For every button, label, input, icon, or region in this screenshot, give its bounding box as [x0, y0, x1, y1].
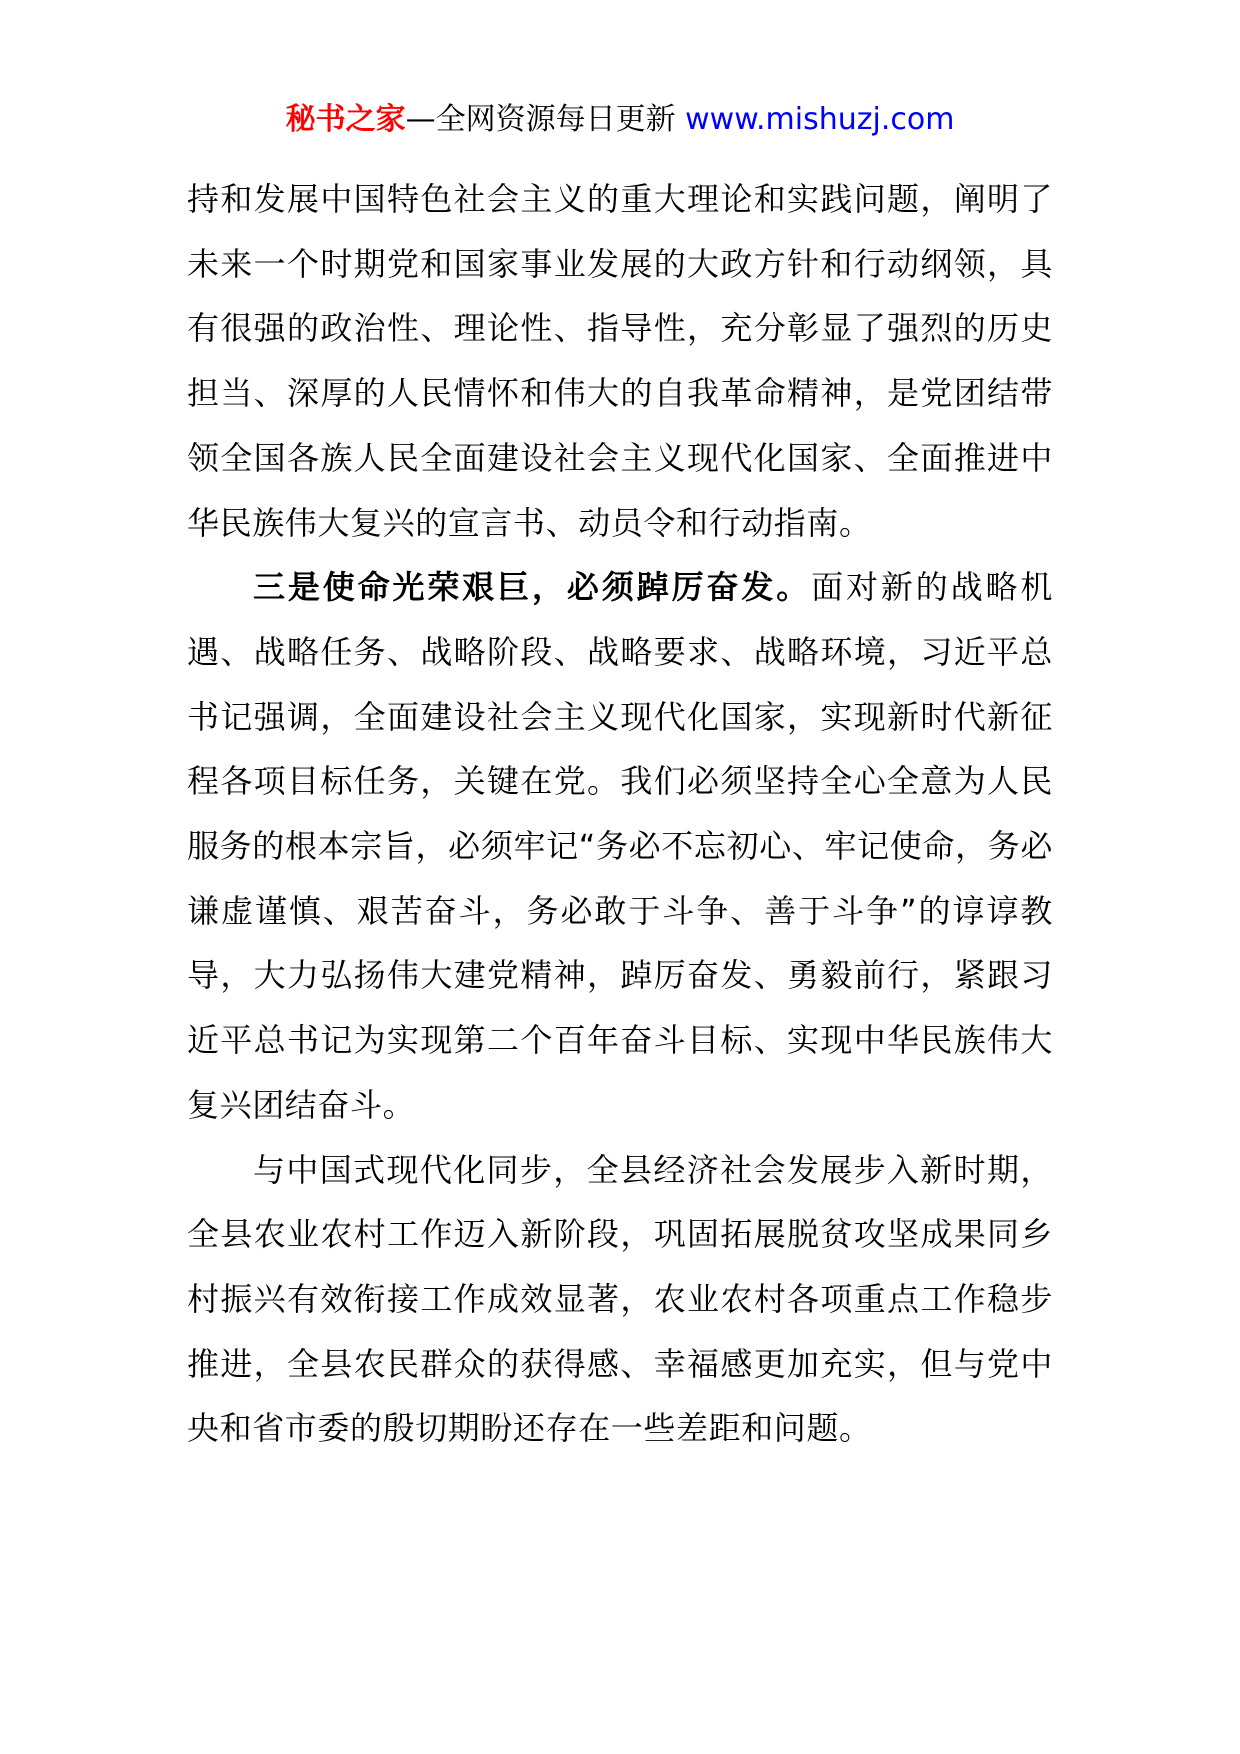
- paragraph-1-text: 持和发展中国特色社会主义的重大理论和实践问题，阐明了未来一个时期党和国家事业发展的大政方针和行动纲领，具有很强的政治性、理论性、指导性，充分彰显了强烈的历史担当、深厚的人民情怀和伟大的自我革命精神，是党团结带领全国各族人民全面建设社会主义现代化国家、全面推进中华民族伟大复兴的宣言书、动员令和行动指南。: [187, 180, 1053, 542]
- header-brand: 秘书之家: [285, 102, 406, 137]
- paragraph-3-text: 与中国式现代化同步，全县经济社会发展步入新时期，全县农业农村工作迈入新阶段，巩固拓展脱贫攻坚成果同乡村振兴有效衔接工作成效显著，农业农村各项重点工作稳步推进，全县农民群众的获得感、幸福感更加充实，但与党中央和省市委的殷切期盼还存在一些差距和问题。: [187, 1150, 1053, 1448]
- paragraph-2: [187, 555, 1053, 1137]
- document-body: [187, 167, 1053, 1461]
- header-url[interactable]: www.mishuzj.com: [685, 102, 955, 137]
- page-header: [0, 100, 1240, 140]
- paragraph-2-lead: 三是使命光荣艰巨，必须踔厉奋发。: [253, 568, 812, 607]
- paragraph-1: [187, 167, 1053, 555]
- paragraph-2-text: 面对新的战略机遇、战略任务、战略阶段、战略要求、战略环境，习近平总书记强调，全面建设社会主义现代化国家，实现新时代新征程各项目标任务，关键在党。我们必须坚持全心全意为人民服务的根本宗旨，必须牢记“务必不忘初心、牢记使命，务必谦虚谨慎、艰苦奋斗，务必敢于斗争、善于斗争”的谆谆教导，大力弘扬伟大建党精神，踔厉奋发、勇毅前行，紧跟习近平总书记为实现第二个百年奋斗目标、实现中华民族伟大复兴团结奋斗。: [187, 568, 1053, 1124]
- paragraph-3: [187, 1138, 1053, 1462]
- header-tagline: —全网资源每日更新: [405, 102, 686, 137]
